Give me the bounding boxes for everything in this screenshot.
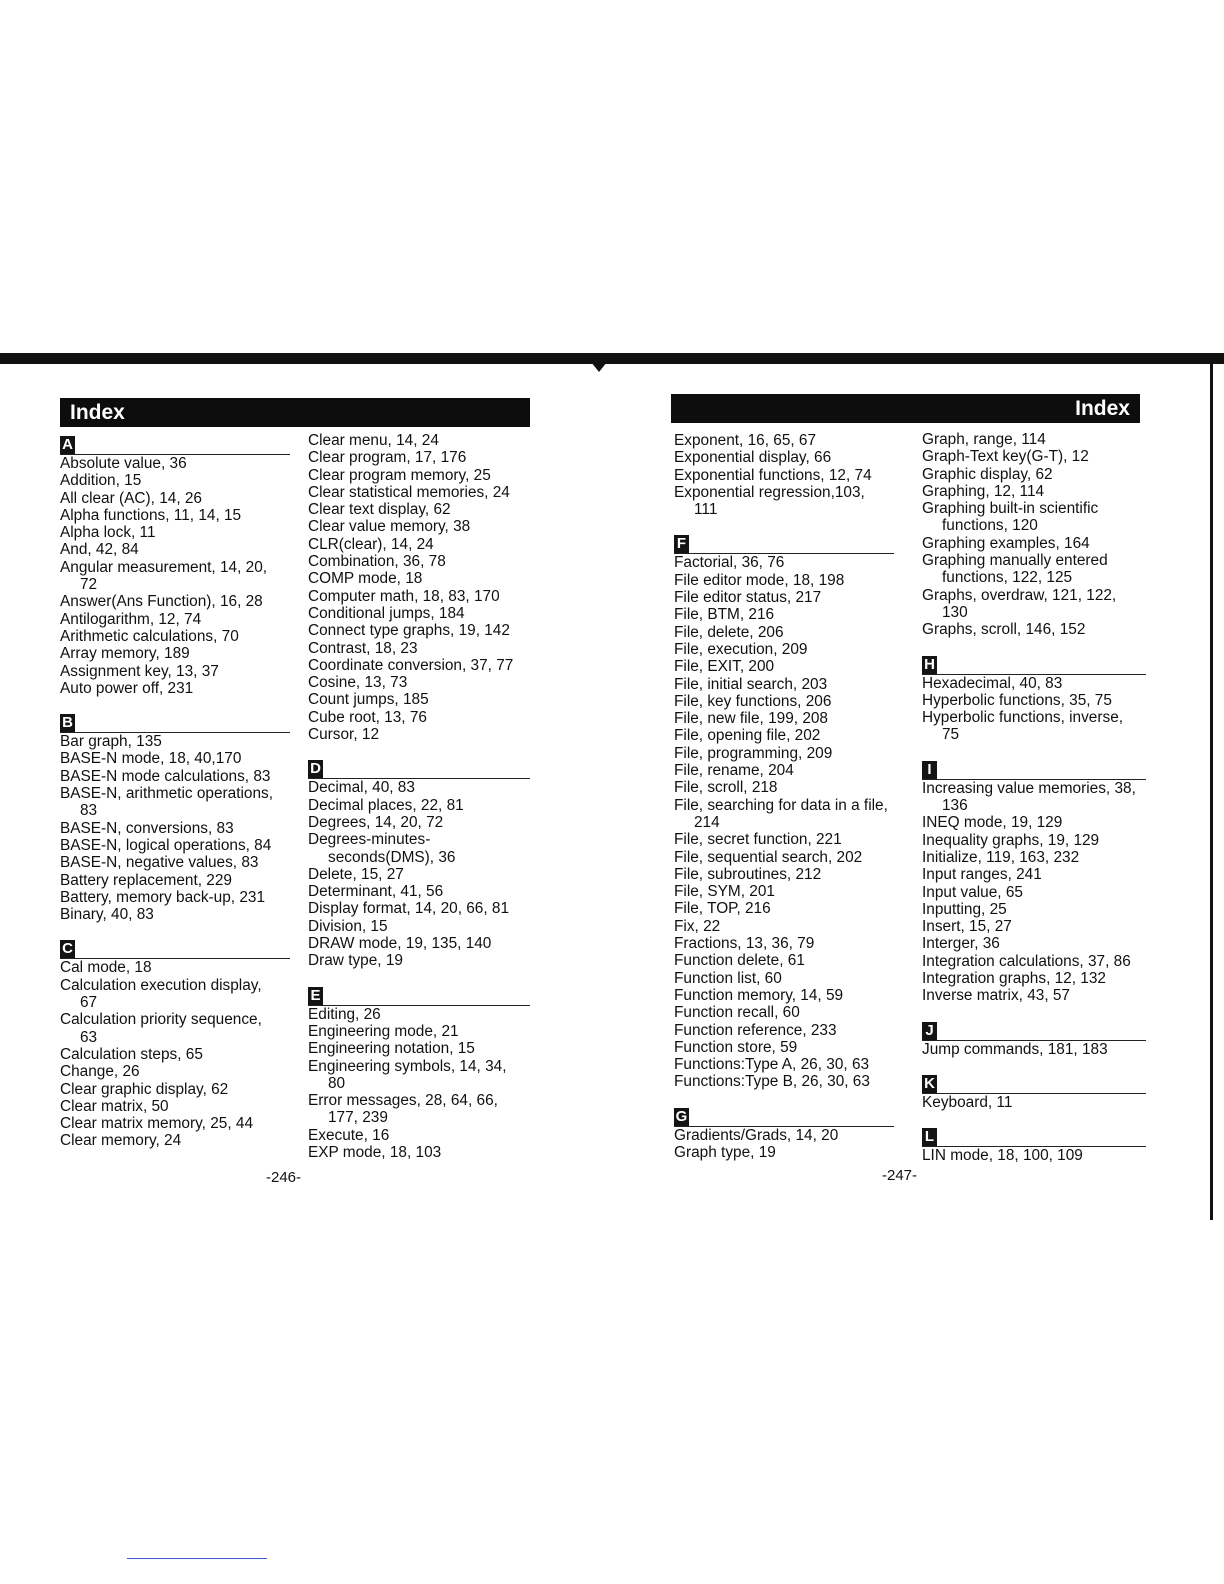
index-entry: All clear (AC), 14, 26 [60,489,202,507]
index-entry-continuation: 136 [942,797,968,815]
index-entry: And, 42, 84 [60,541,139,559]
index-entry: Answer(Ans Function), 16, 28 [60,593,263,611]
section-letter: I [922,761,937,779]
index-entry: Graphing examples, 164 [922,534,1090,552]
index-entry: Graphing manually entered [922,552,1108,570]
right-page-column-2 [922,431,1146,1165]
section-rule [922,1040,1146,1041]
left-page-header [60,398,530,427]
index-entry: Exponential functions, 12, 74 [674,466,872,484]
index-entry: Arithmetic calculations, 70 [60,627,239,645]
index-entry: Clear matrix memory, 25, 44 [60,1115,254,1133]
index-entry: Determinant, 41, 56 [308,883,444,901]
section-letter: H [922,656,937,674]
index-entry: File, TOP, 216 [674,900,771,918]
section-letter: A [60,436,75,454]
right-page-number: -247- [882,1167,918,1184]
section-rule [922,1093,1146,1094]
right-page-title: Index [1075,397,1130,420]
index-entry: Function store, 59 [674,1038,798,1056]
index-entry: Cube root, 13, 76 [308,708,427,726]
index-entry: Decimal places, 22, 81 [308,796,464,814]
section-letter: D [308,760,323,778]
index-entry: Antilogarithm, 12, 74 [60,610,202,628]
section-header-i [922,754,1146,780]
index-entry: Battery, memory back-up, 231 [60,888,266,906]
index-entry: Graphing, 12, 114 [922,482,1045,500]
index-entry: Change, 26 [60,1063,140,1081]
index-entry: Integration calculations, 37, 86 [922,952,1131,970]
index-entry: Computer math, 18, 83, 170 [308,587,500,605]
section-header-j [922,1015,1146,1041]
right-page-header [671,394,1140,423]
index-entry: Division, 15 [308,917,388,935]
index-entry: File, new file, 199, 208 [674,710,828,728]
index-entry: Graph, range, 114 [922,431,1046,448]
index-entry-continuation: 83 [80,802,98,820]
index-entry: Clear graphic display, 62 [60,1080,229,1098]
index-entry: File editor status, 217 [674,589,822,607]
index-entry: Increasing value memories, 38, [922,779,1136,797]
section-header-c [60,933,290,959]
index-entry: Graphic display, 62 [922,465,1053,483]
index-entry: DRAW mode, 19, 135, 140 [308,935,492,953]
section-rule [308,1005,530,1006]
index-entry-continuation: 75 [942,726,960,744]
index-entry: Function delete, 61 [674,952,805,970]
index-entry: Contrast, 18, 23 [308,639,418,657]
index-entry: Cosine, 13, 73 [308,674,408,692]
index-entry-continuation: 177, 239 [328,1109,388,1127]
index-entry: Graphing built-in scientific [922,500,1099,518]
index-entry: INEQ mode, 19, 129 [922,814,1063,832]
section-header-h [922,649,1146,675]
index-entry: Gradients/Grads, 14, 20 [674,1126,839,1144]
index-entry: Binary, 40, 83 [60,906,154,924]
index-entry: File, BTM, 216 [674,606,775,624]
section-header-g [674,1101,894,1127]
index-entry: File, opening file, 202 [674,727,821,745]
index-entry: Absolute value, 36 [60,455,187,472]
index-entry: File editor mode, 18, 198 [674,571,845,589]
index-entry: Display format, 14, 20, 66, 81 [308,900,510,918]
index-entry: File, EXIT, 200 [674,658,775,676]
index-entry: Degrees-minutes- [308,831,431,849]
index-entry: Graphs, scroll, 146, 152 [922,621,1086,639]
section-letter: K [922,1075,937,1093]
footer-underline [127,1558,267,1559]
index-entry: Function reference, 233 [674,1021,837,1039]
index-entry: Function memory, 14, 59 [674,986,844,1004]
index-entry: BASE-N, logical operations, 84 [60,836,272,854]
index-entry: Coordinate conversion, 37, 77 [308,656,514,674]
index-entry: Array memory, 189 [60,645,190,663]
section-header-k [922,1068,1146,1094]
index-entry: Error messages, 28, 64, 66, [308,1092,498,1110]
index-entry: Input value, 65 [922,883,1023,901]
index-entry: Factorial, 36, 76 [674,554,785,572]
index-entry: Exponential regression,103, [674,483,865,501]
index-entry: Function recall, 60 [674,1004,800,1022]
section-rule [308,778,530,779]
index-entry: Alpha functions, 11, 14, 15 [60,506,242,524]
index-entry-continuation: functions, 122, 125 [942,569,1073,587]
index-entry: Count jumps, 185 [308,691,429,709]
left-page-title: Index [70,401,125,424]
index-entry: Alpha lock, 11 [60,524,156,542]
right-page-column-1 [674,432,894,1161]
left-page-column-2 [308,432,530,1161]
index-entry-continuation: 130 [942,603,968,621]
section-rule [674,553,894,554]
index-entry: Calculation execution display, [60,976,262,994]
index-entry: File, sequential search, 202 [674,848,863,866]
section-rule [60,958,290,959]
index-entry: Function list, 60 [674,969,782,987]
index-entry: Exponent, 16, 65, 67 [674,432,817,449]
index-entry-continuation: seconds(DMS), 36 [328,848,456,866]
index-entry: Functions:Type A, 26, 30, 63 [674,1056,870,1074]
index-entry: Calculation steps, 65 [60,1045,203,1063]
section-rule [922,779,1146,780]
index-entry: Decimal, 40, 83 [308,779,415,797]
binding-notch [591,362,607,372]
section-rule [922,674,1146,675]
index-entry: Cal mode, 18 [60,959,152,977]
index-entry: BASE-N, arithmetic operations, [60,785,273,803]
index-entry: Fractions, 13, 36, 79 [674,935,815,953]
index-entry: EXP mode, 18, 103 [308,1143,442,1161]
section-letter: J [922,1022,937,1040]
index-entry: File, scroll, 218 [674,779,778,797]
index-entry: Inputting, 25 [922,900,1007,918]
index-entry: Draw type, 19 [308,952,403,970]
left-page-number: -246- [266,1169,302,1186]
index-entry: Editing, 26 [308,1005,381,1023]
index-entry: Clear matrix, 50 [60,1097,169,1115]
index-entry: Input ranges, 241 [922,866,1042,884]
left-page-column-1 [60,429,290,1150]
index-entry: Clear value memory, 38 [308,518,471,536]
section-rule [60,454,290,455]
index-entry: File, initial search, 203 [674,675,828,693]
index-entry: Hyperbolic functions, inverse, [922,709,1124,727]
index-entry: Clear program, 17, 176 [308,449,467,467]
index-entry: Insert, 15, 27 [922,918,1012,936]
index-entry: Interger, 36 [922,935,1000,953]
index-entry: Auto power off, 231 [60,679,194,697]
index-entry: Addition, 15 [60,472,142,490]
index-entry: Graph type, 19 [674,1143,776,1161]
index-entry: LIN mode, 18, 100, 109 [922,1147,1083,1165]
index-entry: BASE-N mode, 18, 40,170 [60,750,242,768]
section-letter: F [674,535,689,553]
index-entry: File, subroutines, 212 [674,865,822,883]
index-entry-continuation: 80 [328,1074,346,1092]
index-entry-continuation: 111 [694,501,718,519]
index-entry-continuation: 214 [694,813,720,831]
section-header-l [922,1121,1146,1147]
index-entry: Cursor, 12 [308,726,380,744]
index-entry: Combination, 36, 78 [308,553,446,571]
section-letter: G [675,1107,688,1125]
index-entry-continuation: 67 [80,994,98,1012]
index-entry: Functions:Type B, 26, 30, 63 [674,1073,870,1091]
index-entry-continuation: 63 [80,1028,98,1046]
index-entry: Connect type graphs, 19, 142 [308,622,510,640]
index-entry: Inverse matrix, 43, 57 [922,987,1070,1005]
index-entry: Delete, 15, 27 [308,865,404,883]
index-entry: Keyboard, 11 [922,1093,1013,1111]
index-entry: Hexadecimal, 40, 83 [922,674,1063,692]
index-entry: COMP mode, 18 [308,570,423,588]
index-entry: Bar graph, 135 [60,733,162,751]
section-header-d [308,753,530,779]
index-entry: Graphs, overdraw, 121, 122, [922,586,1117,604]
index-entry: Jump commands, 181, 183 [922,1040,1108,1058]
index-entry: CLR(clear), 14, 24 [308,535,434,553]
page-edge [1210,360,1213,1220]
index-entry: Exponential display, 66 [674,449,832,467]
section-rule [60,732,290,733]
index-entry: Assignment key, 13, 37 [60,662,219,680]
index-entry: BASE-N, conversions, 83 [60,819,234,837]
index-entry: File, key functions, 206 [674,692,832,710]
index-entry: Conditional jumps, 184 [308,604,465,622]
index-entry: Angular measurement, 14, 20, [60,558,268,576]
index-entry: Integration graphs, 12, 132 [922,970,1106,988]
index-entry: Degrees, 14, 20, 72 [308,813,444,831]
section-header-b [60,707,290,733]
index-entry: BASE-N, negative values, 83 [60,854,259,872]
index-entry: File, secret function, 221 [674,831,842,849]
index-entry: File, programming, 209 [674,744,833,762]
index-entry: Hyperbolic functions, 35, 75 [922,691,1112,709]
index-entry: File, delete, 206 [674,623,784,641]
index-entry: Clear program memory, 25 [308,466,491,484]
section-rule [922,1146,1146,1147]
index-entry: Clear text display, 62 [308,501,451,519]
section-header-f [674,528,894,554]
section-letter: B [60,714,75,732]
index-entry: File, SYM, 201 [674,883,775,901]
index-entry: Engineering mode, 21 [308,1022,459,1040]
section-header-e [308,980,530,1006]
section-letter: E [308,987,323,1005]
index-entry: Battery replacement, 229 [60,871,232,889]
top-binding-bar [0,353,1224,364]
section-rule [674,1126,894,1127]
index-entry: Fix, 22 [674,917,721,935]
index-entry: BASE-N mode calculations, 83 [60,767,271,785]
index-entry: Clear statistical memories, 24 [308,483,510,501]
index-entry-continuation: 72 [80,576,98,594]
section-letter: C [60,940,75,958]
index-entry: Initialize, 119, 163, 232 [922,848,1080,866]
index-entry: Engineering symbols, 14, 34, [308,1057,507,1075]
index-entry: File, execution, 209 [674,640,808,658]
index-entry: File, searching for data in a file, [674,796,888,814]
index-entry: Calculation priority sequence, [60,1011,262,1029]
index-entry: Clear menu, 14, 24 [308,432,439,449]
index-entry: Graph-Text key(G-T), 12 [922,448,1089,466]
section-letter: L [922,1128,937,1146]
index-entry: File, rename, 204 [674,762,794,780]
section-header-a [60,429,290,455]
index-entry: Engineering notation, 15 [308,1040,475,1058]
index-entry: Clear memory, 24 [60,1132,182,1150]
index-entry: Execute, 16 [308,1126,390,1144]
index-entry-continuation: functions, 120 [942,517,1038,535]
index-entry: Inequality graphs, 19, 129 [922,831,1100,849]
